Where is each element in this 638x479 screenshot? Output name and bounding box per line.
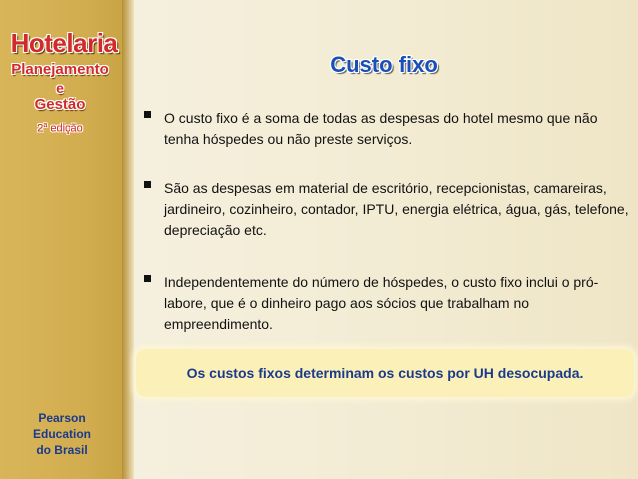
publisher-line-2: Education	[32, 427, 91, 441]
sidebar-edge	[122, 0, 134, 479]
bullet-text: O custo fixo é a soma de todas as despesas do hotel mesmo que não tenha hóspedes ou não preste serviços.	[164, 110, 598, 147]
callout-text: Os custos fixos determinam os custos por UH desocupada.	[186, 365, 584, 381]
publisher-line-1: Pearson	[38, 411, 86, 425]
bullet-square-icon	[144, 275, 151, 282]
publisher-line-3: do Brasil	[36, 443, 88, 457]
edition-sup: a	[43, 122, 48, 129]
bullet-item	[144, 108, 634, 150]
bullet-item	[144, 272, 634, 335]
bullet-item	[144, 178, 634, 241]
edition-word: edição	[50, 122, 83, 135]
book-logo-line2: e	[56, 80, 64, 96]
book-logo-line3: Gestão	[34, 96, 86, 113]
bullet-text: Independentemente do número de hóspedes, o custo fixo inclui o pró-labore, que é o dinheiro pago aos sócios que trabalham no empreendimento.	[164, 274, 599, 332]
bullet-text: São as despesas em material de escritório, recepcionistas, camareiras, jardineiro, cozinheiro, contador, IPTU, energia elétrica, água, gás, telefone, depreciação etc.	[164, 180, 629, 238]
edition-label	[0, 122, 120, 135]
bullet-square-icon	[144, 181, 151, 188]
bullet-square-icon	[144, 111, 151, 118]
book-logo-line1: Planejamento	[11, 61, 109, 78]
slide-title: Custo fixo	[330, 52, 438, 77]
callout-box	[136, 349, 634, 397]
publisher-name	[0, 410, 124, 458]
book-logo-title: Hotelaria	[10, 28, 118, 58]
edition-number: 2	[37, 122, 44, 135]
